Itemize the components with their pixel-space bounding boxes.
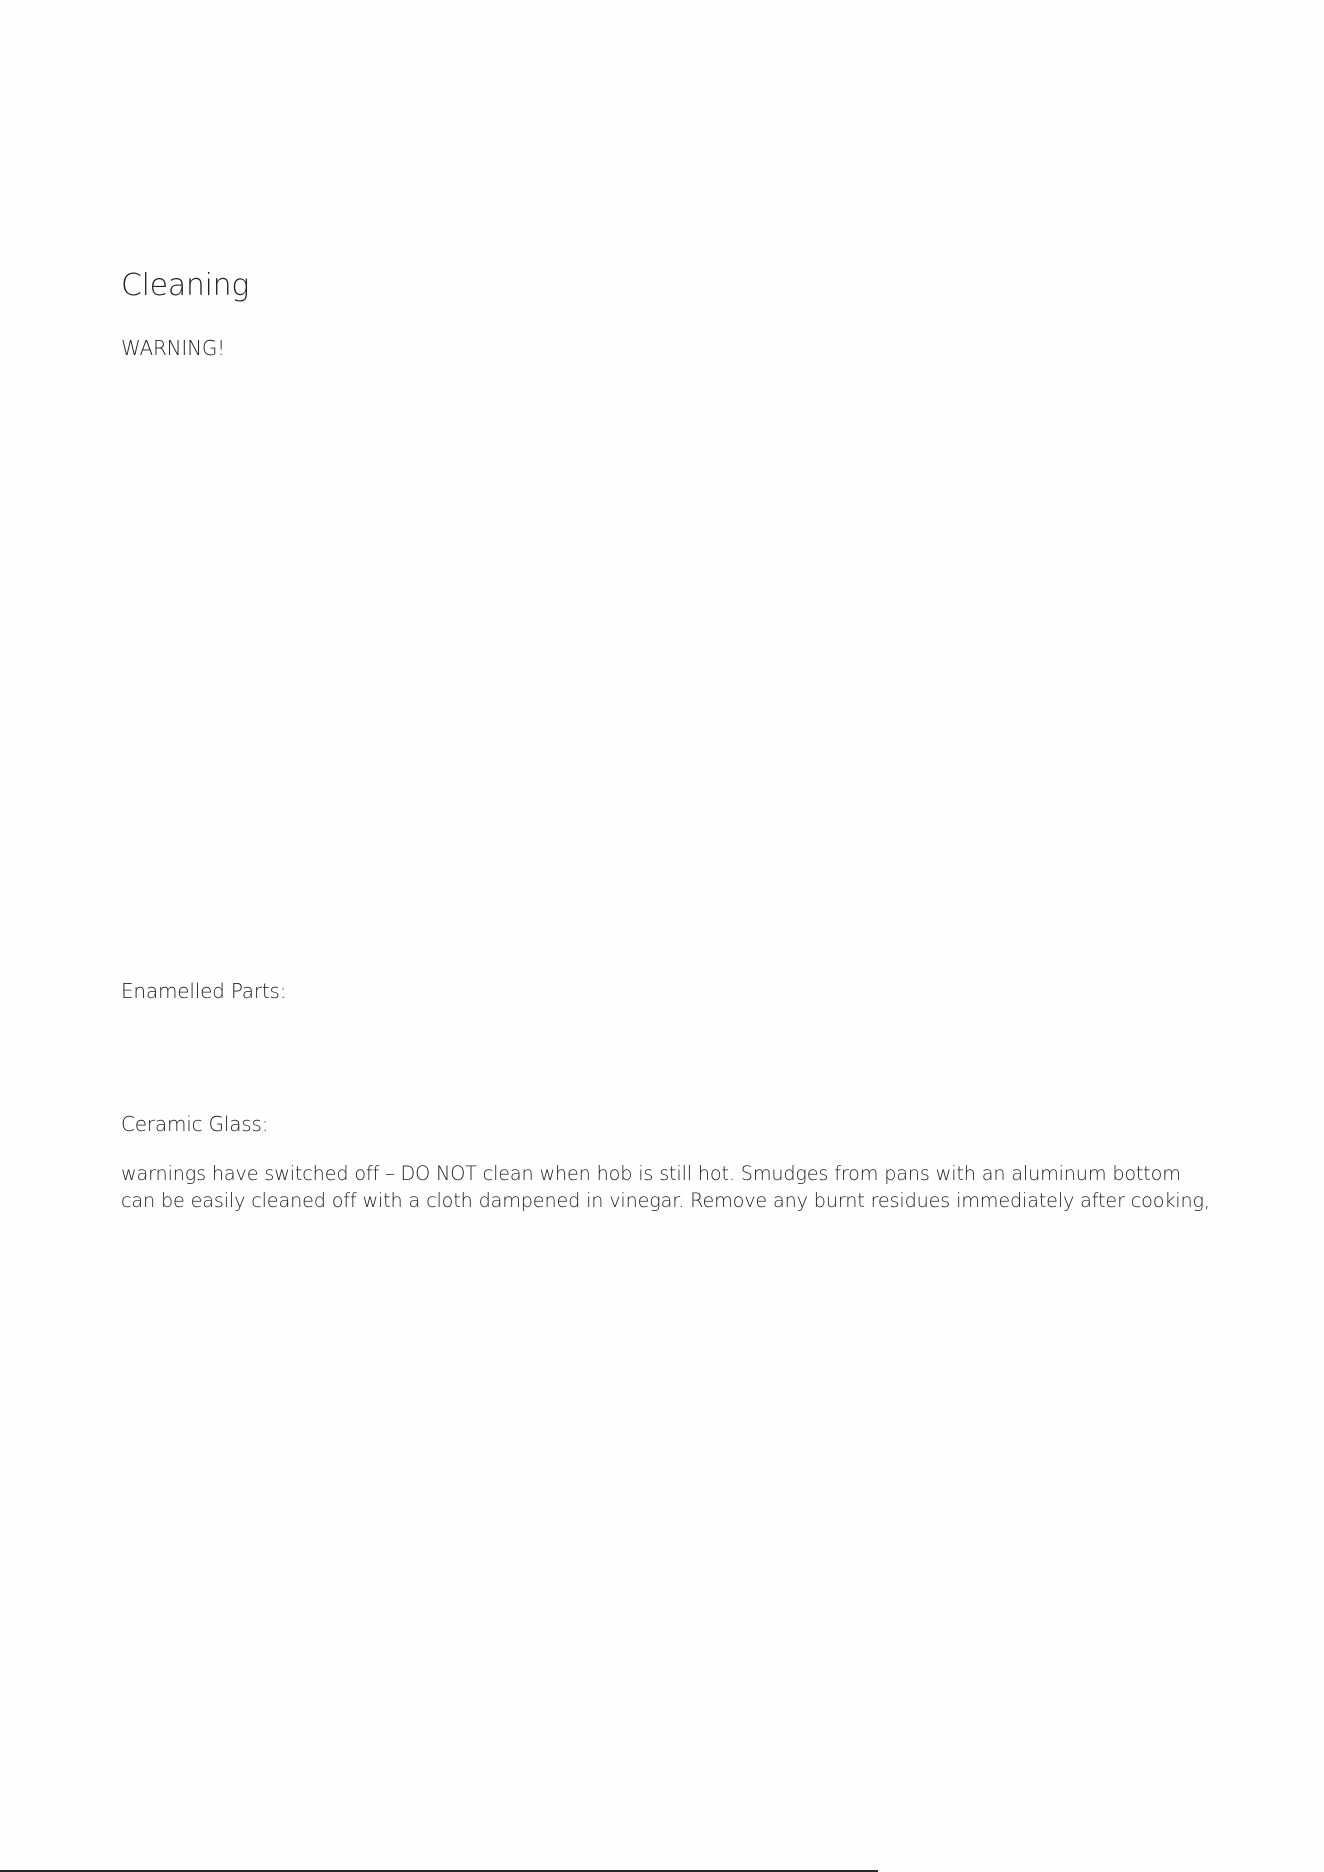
section-heading: Cleaning [121, 268, 250, 303]
paragraph-line: warnings have switched off – DO NOT clean when hob is still hot. Smudges from pans with an aluminum bottom [121, 1162, 1181, 1185]
ceramic-glass-paragraph [121, 1160, 1241, 1214]
ceramic-glass-label: Ceramic Glass: [121, 1112, 269, 1136]
warning-label: WARNING! [121, 336, 225, 360]
enamelled-parts-label: Enamelled Parts: [121, 979, 287, 1003]
paragraph-line: can be easily cleaned off with a cloth dampened in vinegar. Remove any burnt residues immediately after cooking, [121, 1189, 1210, 1212]
